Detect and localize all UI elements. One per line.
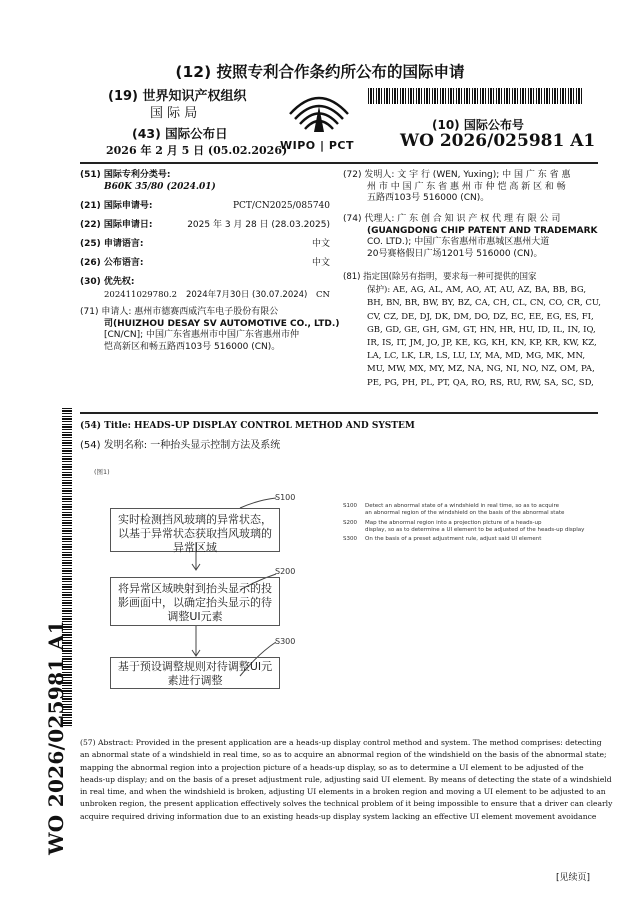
inventor-line: 州 市 中 国 广 东 省 惠 州 市 仲 恺 高 新 区 和 畅 [367,181,566,192]
abstract-line: heads-up display; and on the basis of a preset adjustment rule, adjusting said UI element. By means of detecting the state of a windshield [80,774,612,784]
states-line: (81) 指定国(除另有指明，要求每一种可提供的国家 [343,272,537,282]
document-title: (12) 按照专利合作条约所公布的国际申请 [175,63,465,81]
priority-number: 202411029780.2 [104,290,178,300]
priority-date: 2024年7月30日 (30.07.2024) [186,290,308,300]
header-barcode [368,88,584,104]
title-chinese: (54) 发明名称: 一种抬头显示控制方法及系统 [80,440,281,451]
applicant-block [80,307,340,353]
pub-number: WO 2026/025981 A1 [400,131,596,151]
legend-text: an abnormal region of the windshield on the basis of the abnormal state [365,510,565,516]
designated-states-block [343,271,599,390]
step-label-s300: S300 [275,637,296,646]
legend-text: Map the abnormal region into a projection picture of a heads-up [365,520,542,526]
legend-code: S200 [343,520,357,526]
app-no-label: (21) 国际申请号: [80,201,153,211]
states-line: CV, CZ, DE, DJ, DK, DM, DO, DZ, EC, EE, EG, ES, FI, [367,311,594,322]
states-line: LA, LC, LK, LR, LS, LU, LY, MA, MD, MG, MK, MN, [367,351,586,362]
flow-step-s100: 实时检测挡风玻璃的异常状态，以基于异常状态获取挡风玻璃的异常区域 [110,508,280,552]
flow-step-s300: 基于预设调整规则对待调整UI元素进行调整 [110,657,280,689]
legend-code: S300 [343,536,357,542]
inventor-line: 五路西103号 516000 (CN)。 [367,193,490,203]
abstract-line: (57) Abstract: Provided in the present application are a heads-up display control method and system. The method comprises: detecting [80,738,602,747]
abstract-line: mapping the abnormal region into a projection picture of a heads-up display, so as to determine a UI element to be adjusted of the [80,762,584,772]
states-line: IR, IS, IT, JM, JO, JP, KE, KG, KH, KN, KP, KR, KW, KZ, [367,338,597,349]
flow-step-s200: 将异常区域映射到抬头显示的投影画面中，以确定抬头显示的待调整UI元素 [110,577,280,626]
pub-lang-label: (26) 公布语言: [80,258,144,268]
continued-on-next-page: [见续页] [556,873,591,883]
inventor-line: (72) 发明人: 文 宇 行 (WEN, Yuxing); 中 国 广 东 省 惠 [343,170,571,180]
pub-date-label: (43) 国际公布日 [132,126,228,141]
agent-line: (74) 代理人: 广 东 创 合 知 识 产 权 代 理 有 限 公 司 [343,214,561,224]
states-line: 保护): AE, AG, AL, AM, AO, AT, AU, AZ, BA, BB, BG, [367,285,587,296]
wipo-logo [282,88,356,152]
wipo-org-name: (19) 世界知识产权组织 [108,89,247,104]
agent-line: CO. LTD.); 中国广东省惠州市惠城区惠州大道 [367,237,550,247]
app-date-value: 2025 年 3 月 28 日 (28.03.2025) [187,220,330,230]
abstract-line: acquire required driving information due to an existing heads-up display system lacking an effective UI element movement avoidance [80,811,597,821]
agent-block [343,214,599,260]
states-line: PE, PG, PH, PL, PT, QA, RO, RS, RU, RW, SA, SC, SD, [367,377,594,388]
legend-text: On the basis of a preset adjustment rule, adjust said UI element [365,536,542,542]
ipc-value: B60K 35/80 (2024.01) [104,182,216,192]
wipo-pct-text: WIPO | PCT [280,139,354,152]
header-divider [80,162,598,164]
legend-code: S100 [343,503,357,509]
legend-text: Detect an abnormal state of a windshield in real time, so as to acquire [365,503,559,509]
legend-text: display, so as to determine a UI element to be adjusted of the heads-up display [365,527,585,533]
abstract-line: in real time, and when the windshield is broken, adjusting UI elements in a broken region and moving a UI element to be adjusted to an [80,787,606,797]
filing-lang-value: 中文 [311,239,330,249]
side-pub-number: WO 2026/025981 A1 [44,620,68,855]
applicant-line: (71) 申请人: 惠州市德赛西威汽车电子股份有限公 [80,307,279,317]
agent-line: (GUANGDONG CHIP PATENT AND TRADEMARK [367,225,598,236]
agent-line: 20号赛格假日广场1201号 516000 (CN)。 [367,248,543,259]
applicant-line: 恺高新区和畅五路西103号 516000 (CN)。 [104,341,281,352]
figure-label: (图1) [94,468,110,476]
inventor-block [343,170,599,205]
pub-no-label: (10) 国际公布号 [432,118,524,132]
ipc-label: (51) 国际专利分类号: [80,170,171,180]
step-label-s100: S100 [275,493,296,502]
app-date-label: (22) 国际申请日: [80,220,153,230]
wipo-emblem-icon [282,88,356,138]
abstract [80,737,613,823]
applicant-line: [CN/CN]; 中国广东省惠州市中国广东省惠州市仲 [104,330,299,340]
filing-lang-label: (25) 申请语言: [80,239,144,249]
pub-date: 2026 年 2 月 5 日 (05.02.2026) [106,144,288,157]
abstract-line: an abnormal state of a windshield in real time, so as to acquire an abnormal region of the windshield on the basis of the abnormal state; [80,750,607,760]
pub-lang-value: 中文 [311,258,330,268]
title-divider [80,412,598,414]
step-label-s200: S200 [275,567,296,576]
abstract-line: unbroken region, the present application effectively solves the technical problem of it being impossible to ensure that a driver can clearly [80,799,613,809]
priority-label: (30) 优先权: [80,277,135,287]
applicant-line: 司(HUIZHOU DESAY SV AUTOMOTIVE CO., LTD.) [104,318,340,329]
international-bureau: 国 际 局 [150,106,198,121]
states-line: GB, GD, GE, GH, GM, GT, HN, HR, HU, ID, IL, IN, IQ, [367,324,596,335]
title-english: (54) Title: HEADS-UP DISPLAY CONTROL METHOD AND SYSTEM [80,421,415,431]
states-line: MU, MW, MX, MY, MZ, NA, NG, NI, NO, NZ, OM, PA, [367,364,595,375]
states-line: BH, BN, BR, BW, BY, BZ, CA, CH, CL, CN, CO, CR, CU, [367,298,601,309]
app-no-value: PCT/CN2025/085740 [232,201,330,211]
priority-country: CN [316,290,330,300]
